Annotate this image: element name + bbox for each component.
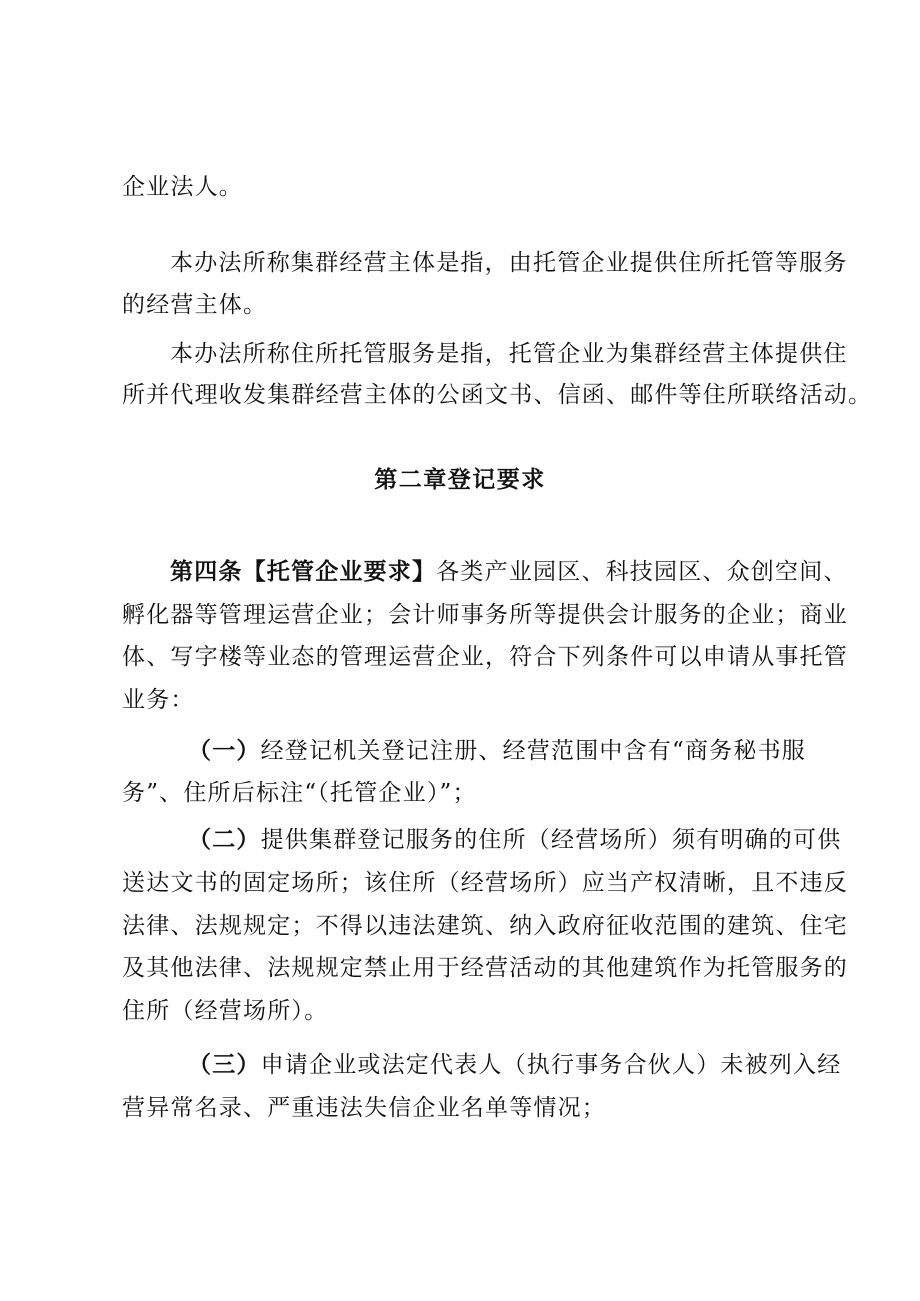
paragraph-line: 孵化器等管理运营企业；会计师事务所等提供会计服务的企业；商业: [122, 602, 848, 628]
paragraph-line: 本办法所称住所托管服务是指，托管企业为集群经营主体提供住: [170, 341, 848, 367]
paragraph-line: 送达文书的固定场所；该住所（经营场所）应当产权清晰，且不违反: [122, 870, 848, 896]
paragraph-line: 法律、法规规定；不得以违法建筑、纳入政府征收范围的建筑、住宅: [122, 913, 848, 939]
paragraph-line: 营异常名录、严重违法失信企业名单等情况；: [122, 1095, 606, 1121]
chapter-heading: 第二章登记要求: [374, 466, 546, 493]
paragraph-line: 住所（经营场所）。: [122, 998, 329, 1024]
paragraph-line: 所并代理收发集群经营主体的公函文书、信函、邮件等住所联络活动。: [122, 382, 873, 408]
list-marker: （二）: [188, 826, 261, 853]
list-item-3: [188, 1050, 842, 1080]
article-title: 第四条【托管企业要求】: [170, 558, 437, 585]
list-item-1: [188, 736, 810, 766]
list-item-2: [188, 825, 842, 855]
paragraph-line: 体、写字楼等业态的管理运营企业，符合下列条件可以申请从事托管: [122, 644, 848, 670]
list-marker: （一）: [188, 737, 261, 764]
list-marker: （三）: [188, 1051, 261, 1078]
paragraph-line: 及其他法律、法规规定禁止用于经营活动的其他建筑作为托管服务的: [122, 955, 848, 981]
paragraph-line: 本办法所称集群经营主体是指，由托管企业提供住所托管等服务: [170, 250, 848, 276]
paragraph-line: 企业法人。: [122, 174, 243, 200]
paragraph-line: 业务：: [122, 687, 195, 713]
paragraph-line: 务”、住所后标注“（托管企业）”；: [122, 780, 477, 806]
list-text: 申请企业或法定代表人（执行事务合伙人）未被列入经: [260, 1052, 842, 1078]
paragraph-line: 的经营主体。: [122, 292, 268, 318]
article-first-line: [170, 557, 848, 587]
list-text: 提供集群登记服务的住所（经营场所）须有明确的可供: [260, 827, 842, 853]
list-text: 经登记机关登记注册、经营范围中含有“商务秘书服: [260, 738, 806, 764]
article-text: 各类产业园区、科技园区、众创空间、: [436, 559, 848, 585]
